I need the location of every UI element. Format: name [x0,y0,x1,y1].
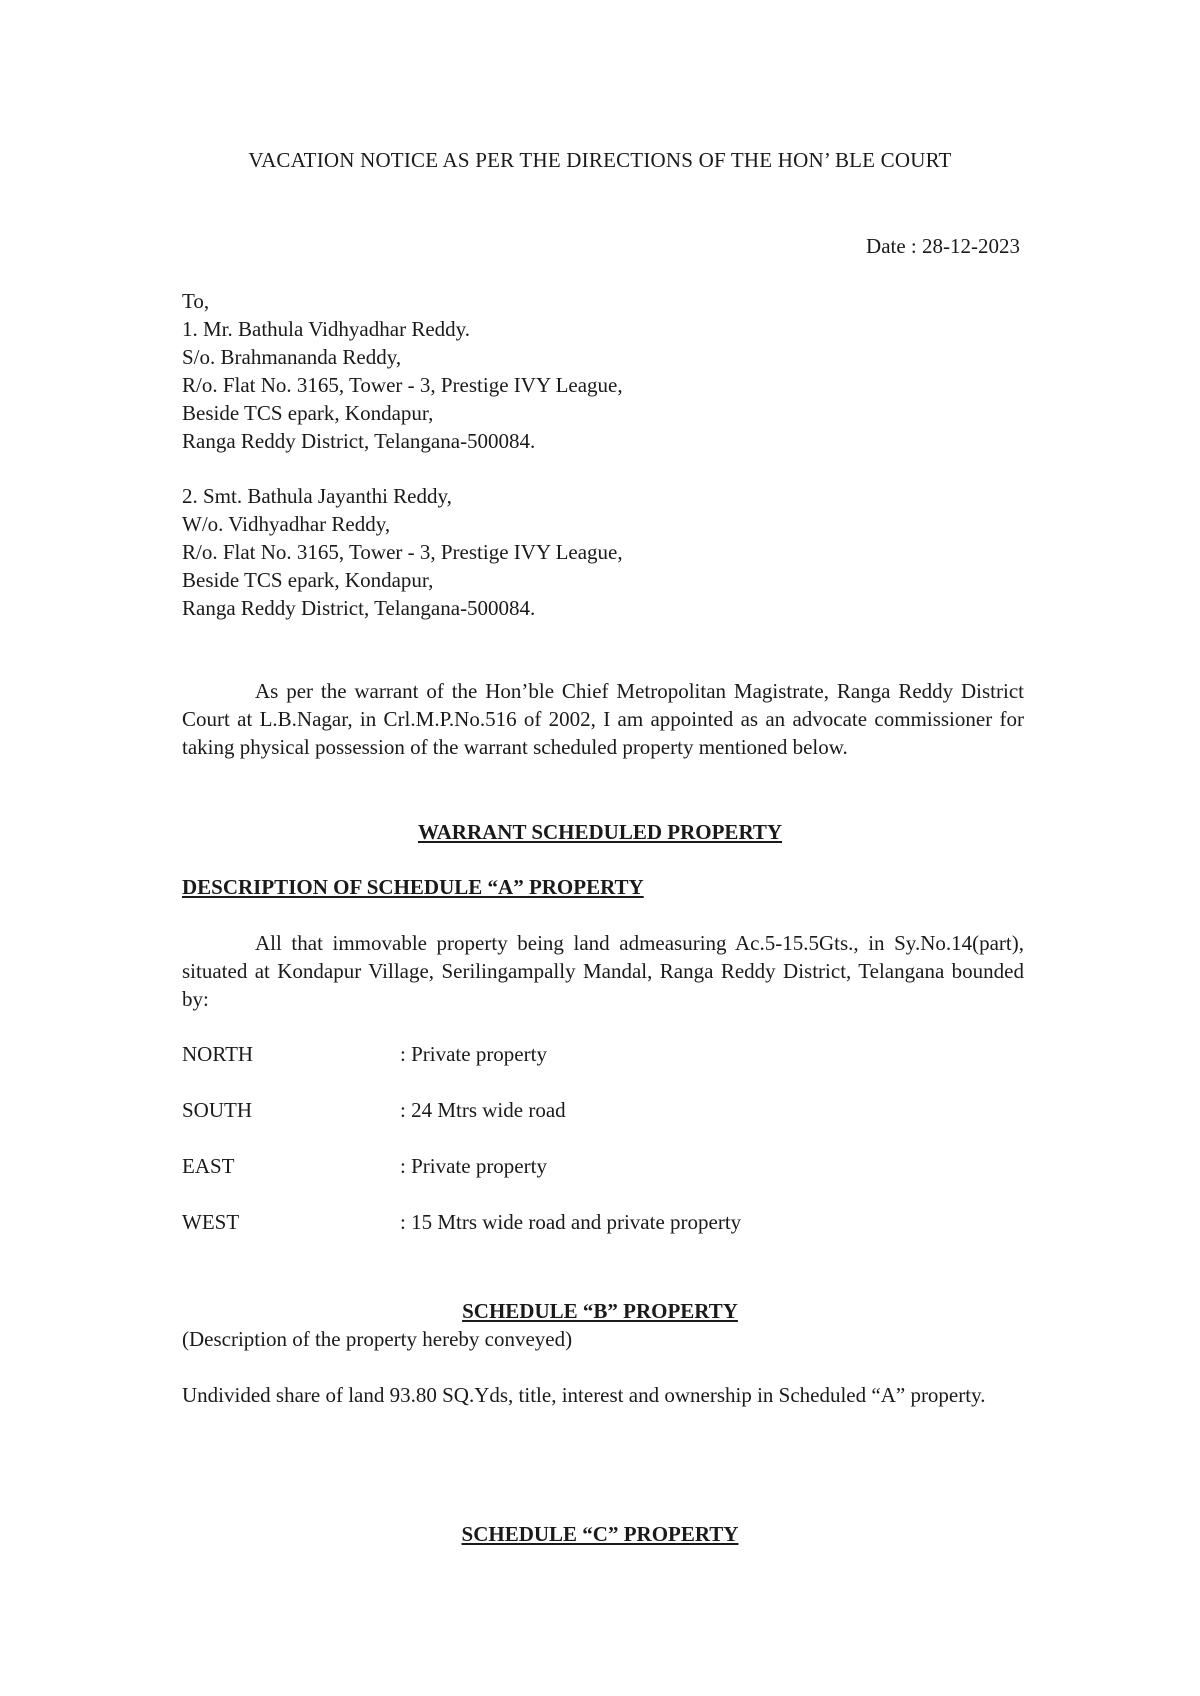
notice-title: VACATION NOTICE AS PER THE DIRECTIONS OF THE HON’ BLE COURT [248,148,952,172]
boundary-value: : Private property [400,1154,547,1178]
notice-date: Date : 28-12-2023 [866,234,1020,258]
boundary-direction: NORTH [182,1042,254,1066]
boundary-value: : 15 Mtrs wide road and private property [400,1210,742,1234]
recipient-1-line: S/o. Brahmananda Reddy, [182,345,402,369]
heading-schedule-c: SCHEDULE “C” PROPERTY [461,1522,739,1546]
recipient-2-line: Ranga Reddy District, Telangana-500084. [182,596,536,620]
boundary-direction: EAST [182,1154,235,1178]
heading-schedule-b: SCHEDULE “B” PROPERTY [462,1299,738,1323]
recipient-2-line: R/o. Flat No. 3165, Tower - 3, Prestige IVY League, [182,540,623,564]
recipient-2-line: 2. Smt. Bathula Jayanthi Reddy, [182,484,452,508]
schedule-b-subtitle: (Description of the property hereby conveyed) [182,1327,573,1351]
boundary-value: : 24 Mtrs wide road [400,1098,566,1122]
recipient-1-line: 1. Mr. Bathula Vidhyadhar Reddy. [182,317,471,341]
salutation-to: To, [182,289,210,313]
intro-paragraph: As per the warrant of the Hon’ble Chief Metropolitan Magistrate, Ranga Reddy District Court at L.B.Nagar, in Crl.M.P.No.516 of 2002, I am appointed as an advocate commissioner for taking physical possession of the warrant scheduled property mentioned below. [182,679,1024,759]
heading-warrant-scheduled-property: WARRANT SCHEDULED PROPERTY [417,820,783,844]
recipient-1-line: R/o. Flat No. 3165, Tower - 3, Prestige IVY League, [182,373,623,397]
recipient-2-line: Beside TCS epark, Kondapur, [182,568,434,592]
heading-schedule-a: DESCRIPTION OF SCHEDULE “A” PROPERTY [182,875,644,899]
boundary-value: : Private property [400,1042,547,1066]
boundary-direction: SOUTH [182,1098,253,1122]
schedule-b-paragraph: Undivided share of land 93.80 SQ.Yds, title, interest and ownership in Scheduled “A” property. [182,1383,986,1407]
recipient-1-line: Ranga Reddy District, Telangana-500084. [182,429,536,453]
recipient-1-line: Beside TCS epark, Kondapur, [182,401,434,425]
schedule-a-paragraph: All that immovable property being land admeasuring Ac.5-15.5Gts., in Sy.No.14(part), situated at Kondapur Village, Serilingampally Mandal, Ranga Reddy District, Telangana bounded by: [182,931,1024,1011]
boundary-direction: WEST [182,1210,240,1234]
recipient-2-line: W/o. Vidhyadhar Reddy, [182,512,391,536]
